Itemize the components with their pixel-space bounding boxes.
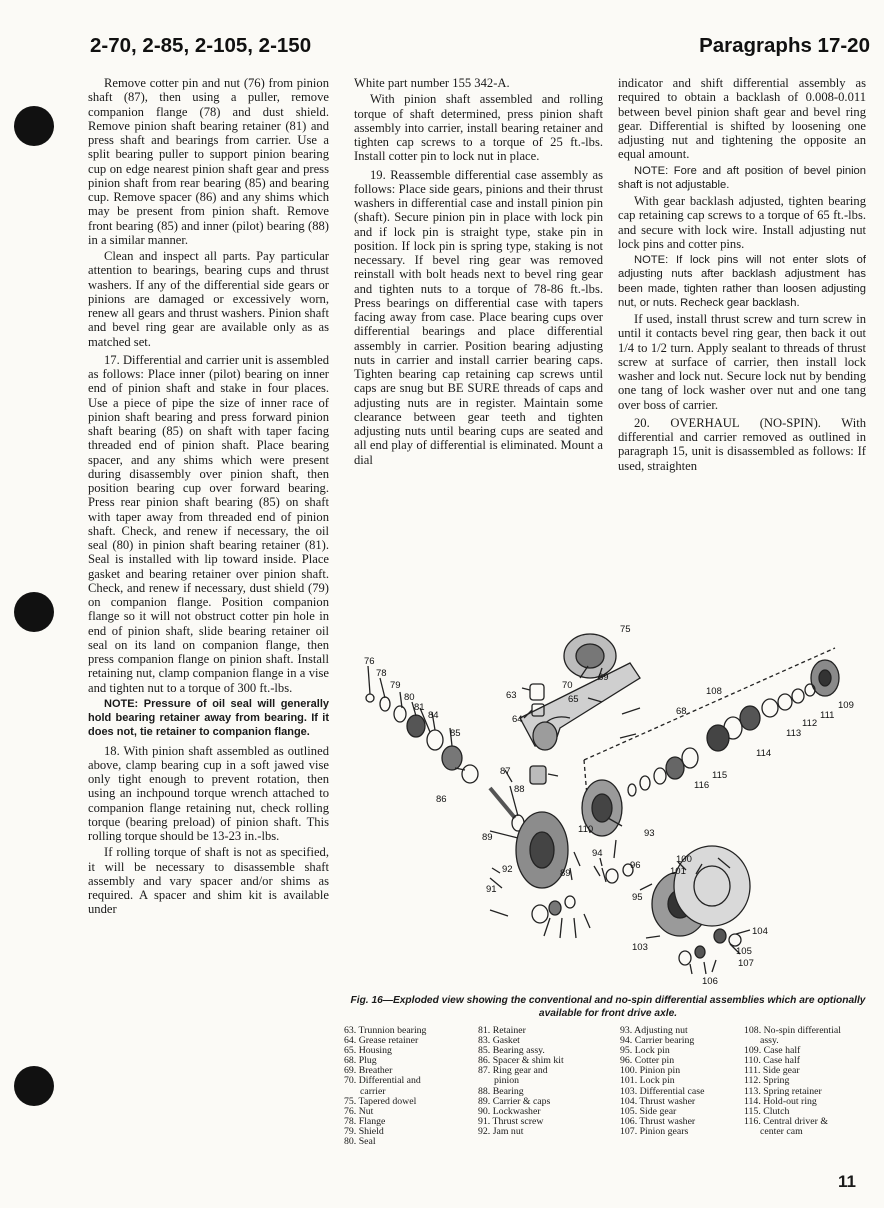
diagram-label: 68 bbox=[676, 706, 687, 717]
diagram-label: 88 bbox=[514, 784, 525, 795]
paragraph: Clean and inspect all parts. Pay particular attention to bearings, bearing cups and thrust washers. If any of the differential side gears or pinions are damaged or excessively worn, renew all gears and thrust washers. Pinion shaft and bevel ring gear are available only as as matched set. bbox=[88, 249, 329, 349]
diagram-label: 112 bbox=[802, 718, 818, 729]
paragraph: 17. Differential and carrier unit is assembled as follows: Place inner (pilot) bearing on inner end of pinion shaft and stake in four places. Use a piece of pipe the size of inner race of pinion shaft bearing and press forward pinion shaft bearing (85) on shaft with taper facing threaded end of pinion shaft. Place bearing spacer, and any shims which were present during disassembly over pinion shaft, then position bearing cup over forward bearing. Press rear pinion shaft bearing (85) on shaft with taper away from threaded end of pinion shaft. Check, and renew if necessary, the oil seal (80) in pinion shaft bearing retainer (81). Seal is installed with lip toward inside. Place gasket and bearing retainer over pinion shaft. Check, and renew if necessary, dust shield (79) on companion flange. Position companion flange so it will not obstruct cotter pin hole in end of pinion shaft, slide bearing retainer oil seal on its land on companion flange, then press companion flange on pinion shaft. Install retaining nut, clamp companion flange in a vise and tighten nut to a torque of 300 ft.-lbs. bbox=[88, 352, 329, 695]
legend-item: 88. Bearing bbox=[478, 1085, 524, 1097]
legend-item: 94. Carrier bearing bbox=[620, 1035, 695, 1047]
diagram-label: 92 bbox=[502, 864, 513, 875]
paragraph: Remove cotter pin and nut (76) from pinion shaft (87), then using a puller, remove companion flange (78) and dust shield. Remove pinion shaft bearing retainer (81) and press shaft and bearings from carrier. Use a split bearing puller to support pinion bearing cup on edge nearest pinion shaft gear and press pinion shaft from rear bearing (85) and bearing cup. Remove spacer (86) and any shims which may be present from pinion shaft. Remove front bearing (85) and inner (pilot) bearing (88) in a similar manner. bbox=[88, 76, 329, 247]
legend-item: 68. Plug bbox=[344, 1055, 377, 1067]
header-paragraphs: Paragraphs 17-20 bbox=[699, 34, 870, 57]
legend-item: 92. Jam nut bbox=[478, 1125, 524, 1137]
diagram-label: 89 bbox=[482, 832, 493, 843]
diagram-label: 110 bbox=[578, 824, 594, 835]
legend-item: 104. Thrust washer bbox=[620, 1095, 696, 1107]
legend-item: 113. Spring retainer bbox=[744, 1085, 822, 1097]
paragraph: 18. With pinion shaft assembled as outlined above, clamp bearing cup in a soft jawed vise only tight enough to prevent rotation, then using an inchpound torque wrench attached to companion flange retaining nut, check rolling torque (bearing preload) of pinion shaft. This rolling torque should be 13-23 in.-lbs. bbox=[88, 743, 329, 843]
diagram-label: 69 bbox=[598, 672, 609, 683]
diagram-label: 113 bbox=[786, 728, 802, 739]
binder-hole-bottom bbox=[14, 1066, 54, 1106]
diagram-label: 87 bbox=[500, 766, 511, 777]
legend-item: 106. Thrust washer bbox=[620, 1115, 696, 1127]
paragraph: White part number 155 342-A. bbox=[354, 76, 510, 90]
legend-item: 87. Ring gear and bbox=[478, 1065, 548, 1077]
note: NOTE: Fore and aft position of bevel pinion shaft is not adjustable. bbox=[618, 164, 866, 191]
legend-item: 91. Thrust screw bbox=[478, 1115, 544, 1127]
note: NOTE: If lock pins will not enter slots of adjusting nuts after backlash adjustment has been made, tighten rather than loosen adjusting nut, or nuts. Recheck gear backlash. bbox=[618, 254, 866, 309]
legend-item: 80. Seal bbox=[344, 1136, 376, 1148]
exploded-differential-diagram bbox=[340, 618, 876, 992]
legend-item: 65. Housing bbox=[344, 1045, 392, 1057]
figure-caption: Fig. 16—Exploded view showing the conventional and no-spin differential assemblies which are optionally available for front drive axle. bbox=[350, 995, 866, 1019]
legend-item: 64. Grease retainer bbox=[344, 1035, 419, 1047]
diagram-label: 101 bbox=[670, 866, 686, 877]
legend-item: 101. Lock pin bbox=[620, 1075, 675, 1087]
legend-item: 96. Cotter pin bbox=[620, 1055, 675, 1067]
note: NOTE: Pressure of oil seal will generally hold bearing retainer away from bearing. If it does not, tie retainer to companion flange. bbox=[88, 697, 329, 739]
paragraph: 19. Reassemble differential case assembly as follows: Place side gears, pinions and their thrust washers in differential case and install pinion pin (shaft). Secure pinion pin in place with lock pin and if lock pin is straight type, stake pin in position. If lock pin is spring type, staking is not necessary. If bevel ring gear was removed reinstall with bolt heads next to bevel ring gear and tighten nuts to a torque of 78-86 ft.-lbs. Press bearings on differential case with tapers facing away from case. Place bearing cups over differential bearings and place differential assembly in carrier. Position bearing adjusting nuts in carrier and install carrier bearing caps. Tighten bearing cap retaining cap screws until caps are snug but BE SURE threads of caps and adjusting nuts are in register. Maintain some clearance between gear teeth and tighten adjusting nuts until bearing cups are seated and all end play of differential is eliminated. Mount a dial bbox=[354, 167, 603, 467]
legend-item: 112. Spring bbox=[744, 1075, 790, 1087]
paragraph: With pinion shaft assembled and rolling torque of shaft determined, press pinion shaft assembly into carrier, install bearing retainer and tighten cap screws to a torque of 25 ft.-lbs. Install cotter pin to lock nut in place. bbox=[354, 92, 603, 164]
page-number: 11 bbox=[838, 1172, 856, 1191]
legend-item: 78. Flange bbox=[344, 1115, 386, 1127]
legend-item: 76. Nut bbox=[344, 1105, 374, 1117]
legend-item: 79. Shield bbox=[344, 1125, 384, 1137]
legend-item: 85. Bearing assy. bbox=[478, 1045, 545, 1057]
diagram-label: 107 bbox=[738, 958, 754, 969]
paragraph: With gear backlash adjusted, tighten bearing cap retaining cap screws to a torque of 65 ft.-lbs. and secure with lock wire. Install adjusting nut lock pins and cotter pins. bbox=[618, 194, 866, 251]
diagram-label: 89 bbox=[560, 868, 571, 879]
diagram-label: 100 bbox=[676, 854, 692, 865]
binder-hole-middle bbox=[14, 592, 54, 632]
legend-item: 111. Side gear bbox=[744, 1065, 800, 1077]
diagram-label: 75 bbox=[620, 624, 631, 635]
legend-item: 69. Breather bbox=[344, 1065, 393, 1077]
diagram-label: 84 bbox=[428, 710, 439, 721]
legend-item: carrier bbox=[360, 1085, 386, 1097]
text-column-3 bbox=[618, 76, 866, 475]
legend-item: 86. Spacer & shim kit bbox=[478, 1055, 564, 1067]
diagram-label: 114 bbox=[756, 748, 772, 759]
legend-column-2 bbox=[478, 1026, 564, 1137]
diagram-label: 94 bbox=[592, 848, 603, 859]
legend-item: 109. Case half bbox=[744, 1045, 801, 1057]
legend-item: 89. Carrier & caps bbox=[478, 1095, 551, 1107]
header-models: 2-70, 2-85, 2-105, 2-150 bbox=[90, 34, 312, 57]
binder-hole-top bbox=[14, 106, 54, 146]
diagram-label: 70 bbox=[562, 680, 573, 691]
diagram-label: 65 bbox=[568, 694, 579, 705]
diagram-label: 86 bbox=[436, 794, 447, 805]
legend-item: 95. Lock pin bbox=[620, 1045, 670, 1057]
diagram-label: 91 bbox=[486, 884, 497, 895]
legend-item: 103. Differential case bbox=[620, 1085, 705, 1097]
diagram-label: 115 bbox=[712, 770, 728, 781]
diagram-label: 106 bbox=[702, 976, 718, 987]
diagram-label: 63 bbox=[506, 690, 517, 701]
diagram-label: 111 bbox=[820, 710, 835, 721]
diagram-label: 104 bbox=[752, 926, 768, 937]
legend-column-1 bbox=[344, 1026, 426, 1147]
diagram-label: 64 bbox=[512, 714, 523, 725]
diagram-label: 95 bbox=[632, 892, 643, 903]
legend-item: 105. Side gear bbox=[620, 1105, 677, 1117]
diagram-label: 80 bbox=[404, 692, 415, 703]
legend-item: 83. Gasket bbox=[478, 1035, 520, 1047]
paragraph: If rolling torque of shaft is not as specified, it will be necessary to disassemble shaft assembly and vary spacer and/or shims as required. A spacer and shim kit is available under bbox=[88, 845, 329, 917]
paragraph: If used, install thrust screw and turn screw in until it contacts bevel ring gear, then back it out 1/4 to 1/2 turn. Apply sealant to threads of thrust screw at surface of carrier, then install lock washer and lock nut. Secure lock nut by bending one tang of lock washer over nut and one tang over boss of carrier. bbox=[618, 312, 866, 412]
legend-item: 93. Adjusting nut bbox=[620, 1025, 688, 1036]
diagram-label: 78 bbox=[376, 668, 387, 679]
legend-item: 70. Differential and bbox=[344, 1075, 421, 1087]
legend-column-3 bbox=[620, 1026, 704, 1137]
legend-item: 63. Trunnion bearing bbox=[344, 1025, 427, 1036]
diagram-label: 103 bbox=[632, 942, 648, 953]
diagram-label: 109 bbox=[838, 700, 854, 711]
diagram-label: 96 bbox=[630, 860, 641, 871]
legend-item: 90. Lockwasher bbox=[478, 1105, 541, 1117]
legend-item: 100. Pinion pin bbox=[620, 1065, 681, 1077]
text-column-2 bbox=[354, 76, 603, 469]
legend-item: 115. Clutch bbox=[744, 1105, 790, 1117]
legend-item: 81. Retainer bbox=[478, 1025, 526, 1036]
legend-item: center cam bbox=[760, 1125, 803, 1137]
legend-item: 114. Hold-out ring bbox=[744, 1095, 817, 1107]
legend-item: assy. bbox=[760, 1035, 779, 1047]
text-column-1 bbox=[88, 76, 329, 919]
diagram-label: 79 bbox=[390, 680, 401, 691]
paragraph: 20. OVERHAUL (NO-SPIN). With differential and carrier removed as outlined in paragraph 15, unit is disassembled as follows: If used, straighten bbox=[618, 415, 866, 473]
legend-item: 110. Case half bbox=[744, 1055, 800, 1067]
paragraph: indicator and shift differential assembly as required to obtain a backlash of 0.008-0.011 between bevel pinion shaft gear and bevel ring gear. Differential is shifted by loosening one adjusting nut and tightening the opposite an equal amount. bbox=[618, 76, 866, 162]
diagram-label: 93 bbox=[644, 828, 655, 839]
diagram-label: 116 bbox=[694, 780, 710, 791]
diagram-label: 105 bbox=[736, 946, 752, 957]
legend-item: 107. Pinion gears bbox=[620, 1125, 689, 1137]
legend-item: 75. Tapered dowel bbox=[344, 1095, 417, 1107]
legend-item: pinion bbox=[494, 1075, 520, 1087]
diagram-label: 81 bbox=[414, 702, 425, 713]
legend-column-4 bbox=[744, 1026, 841, 1137]
diagram-label: 108 bbox=[706, 686, 722, 697]
legend-item: 108. No-spin differential bbox=[744, 1025, 841, 1036]
diagram-label: 76 bbox=[364, 656, 375, 667]
diagram-label: 85 bbox=[450, 728, 461, 739]
legend-item: 116. Central driver & bbox=[744, 1115, 828, 1127]
